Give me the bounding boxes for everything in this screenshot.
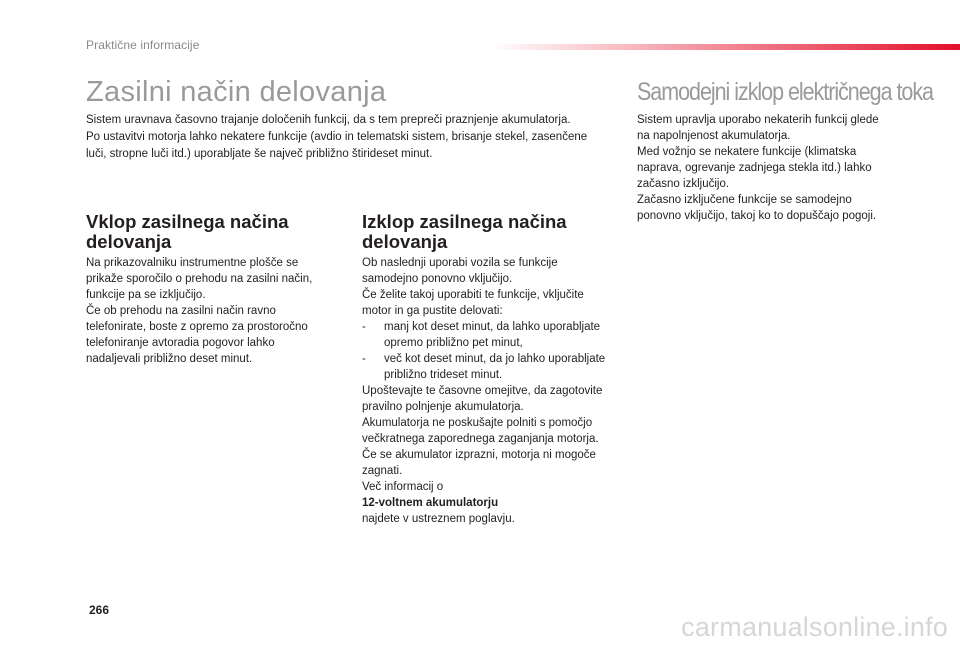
side-text-line: naprava, ogrevanje zadnjega stekla itd.) lahko xyxy=(637,162,872,174)
side-text-line: Sistem upravlja uporabo nekaterih funkcij glede xyxy=(637,114,879,126)
text-line: funkcije pa se izključijo. xyxy=(86,289,206,301)
side-text-line: ponovno vključijo, takoj ko to dopuščajo pogoji. xyxy=(637,210,877,222)
page-number: 266 xyxy=(89,603,110,617)
reference-prefix: Več informacij o xyxy=(362,481,444,493)
text-line: telefoniranje avtoradia pogovor lahko xyxy=(86,337,275,349)
dash-marker: - xyxy=(362,321,366,333)
text-line: zagnati. xyxy=(362,465,403,477)
side-section-title: Samodejni izklop električnega toka xyxy=(637,78,933,106)
text-line: Upoštevajte te časovne omejitve, da zagotovite xyxy=(362,385,603,397)
bullet-continuation: približno trideset minut. xyxy=(384,369,503,381)
header-accent-bar xyxy=(490,44,960,50)
side-section-paragraph xyxy=(637,112,907,224)
watermark: carmanualsonline.info xyxy=(681,612,948,642)
text-line: telefonirate, boste z opremo za prostoročno xyxy=(86,321,308,333)
intro-line: Sistem uravnava časovno trajanje določenih funkcij, da s tem prepreči praznjenje akumulatorja. xyxy=(86,114,571,126)
battery-chapter-reference: 12-voltnem akumulatorju xyxy=(362,497,499,509)
page-title: Zasilni način delovanja xyxy=(86,76,387,108)
bullet-continuation: opremo približno pet minut, xyxy=(384,337,523,349)
heading-line: delovanja xyxy=(362,231,448,252)
text-line: samodejno ponovno vključijo. xyxy=(362,273,513,285)
bullet-text: več kot deset minut, da jo lahko uporabljate xyxy=(384,353,606,365)
heading-disable-emergency-mode xyxy=(362,212,567,252)
side-text-line: Začasno izključene funkcije se samodejno xyxy=(637,194,852,206)
dash-marker: - xyxy=(362,353,366,365)
bullet-item xyxy=(362,319,632,335)
bullet-text: manj kot deset minut, da lahko uporabljate xyxy=(384,321,601,333)
intro-line: luči, stropne luči itd.) uporabljate še največ približno štirideset minut. xyxy=(86,148,433,160)
heading-line: delovanja xyxy=(86,231,172,252)
reference-line xyxy=(362,479,632,511)
text-line: nadaljevali približno deset minut. xyxy=(86,353,253,365)
text-line: Če se akumulator izprazni, motorja ni mogoče xyxy=(362,449,596,461)
text-line: Če želite takoj uporabiti te funkcije, vključite xyxy=(362,289,584,301)
text-line: Akumulatorja ne poskušajte polniti s pomočjo xyxy=(362,417,593,429)
section-label: Praktične informacije xyxy=(86,38,200,52)
text-line: najdete v ustreznem poglavju. xyxy=(362,513,515,525)
side-text-line: začasno izključijo. xyxy=(637,178,730,190)
side-text-line: Med vožnjo se nekatere funkcije (klimatska xyxy=(637,146,857,158)
text-line: Na prikazovalniku instrumentne plošče se xyxy=(86,257,299,269)
heading-enable-emergency-mode xyxy=(86,212,289,252)
text-line: Če ob prehodu na zasilni način ravno xyxy=(86,305,276,317)
enable-mode-paragraph xyxy=(86,255,336,367)
side-text-line: na napolnjenost akumulatorja. xyxy=(637,130,791,142)
heading-line: Izklop zasilnega načina xyxy=(362,211,567,232)
text-line: prikaže sporočilo o prehodu na zasilni način, xyxy=(86,273,313,285)
text-line: večkratnega zaporednega zaganjanja motorja. xyxy=(362,433,599,445)
text-line: Ob naslednji uporabi vozila se funkcije xyxy=(362,257,558,269)
bullet-item xyxy=(362,351,632,367)
text-line: motor in ga pustite delovati: xyxy=(362,305,503,317)
intro-line: Po ustavitvi motorja lahko nekatere funkcije (avdio in telematski sistem, brisanje stekel, zasenčene xyxy=(86,131,588,143)
text-line: pravilno polnjenje akumulatorja. xyxy=(362,401,524,413)
intro-paragraph xyxy=(86,112,626,163)
heading-line: Vklop zasilnega načina xyxy=(86,211,289,232)
disable-mode-paragraph xyxy=(362,255,632,527)
